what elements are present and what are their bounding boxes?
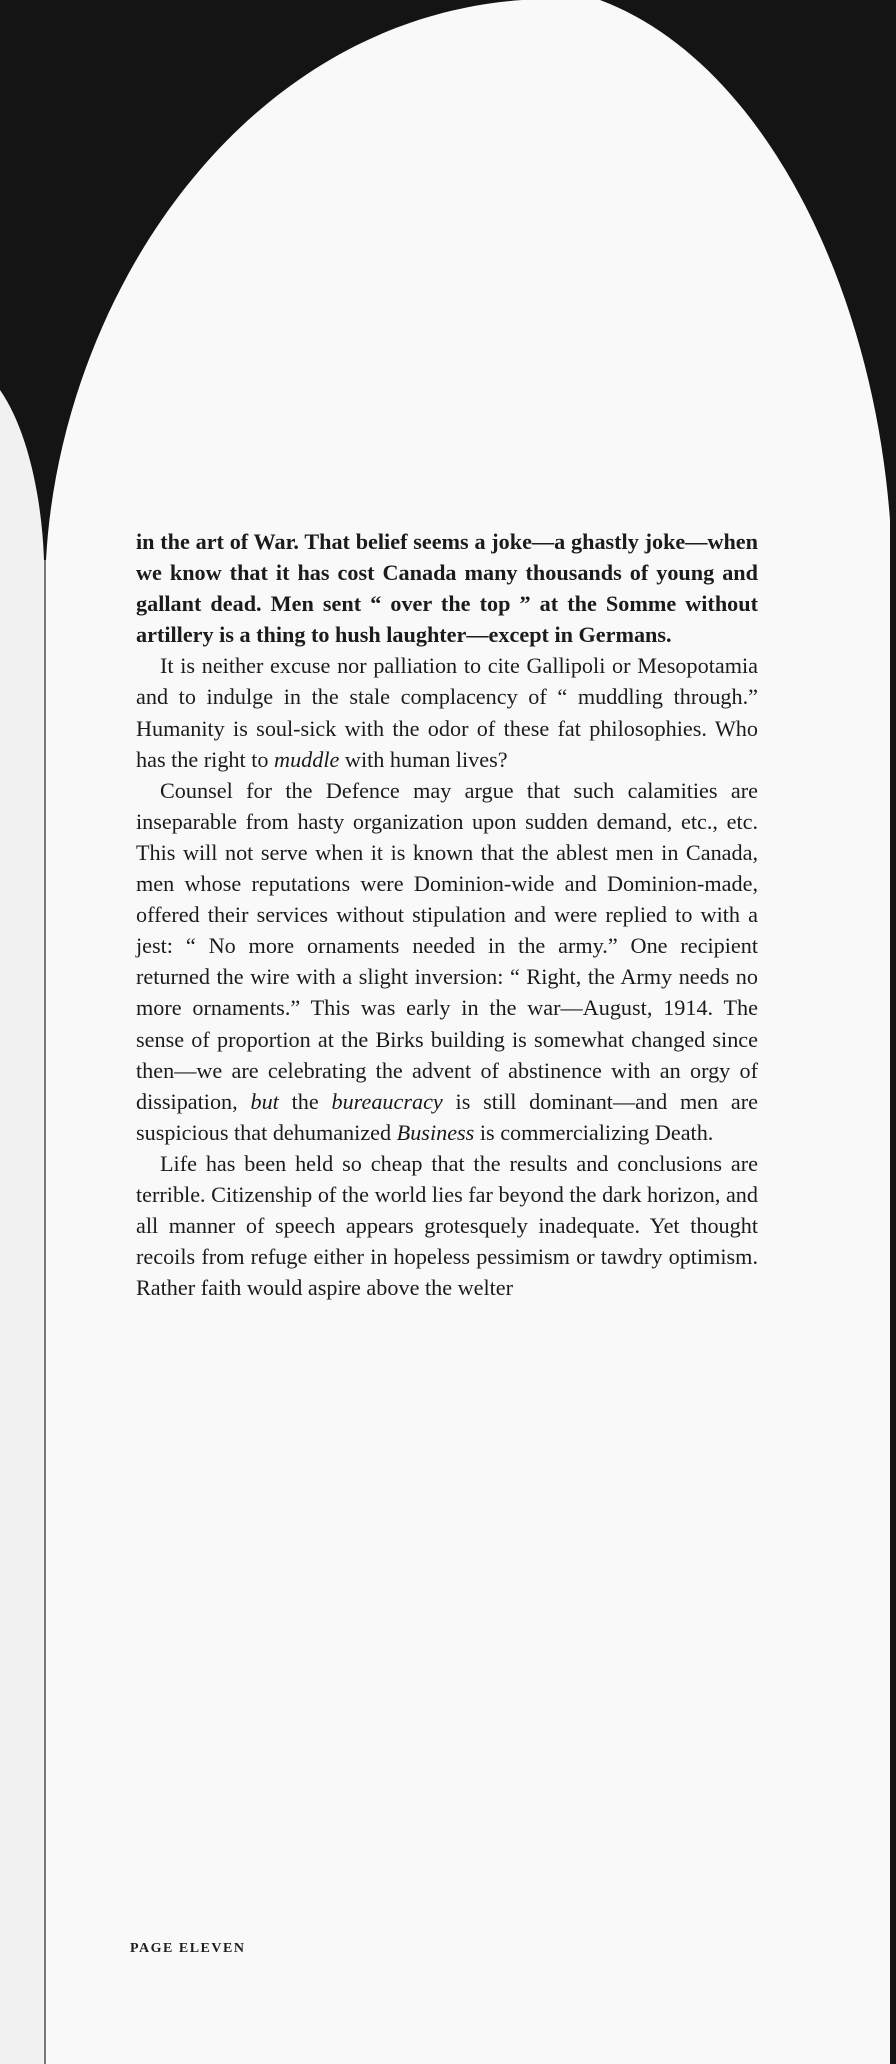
- page-number-label: PAGE ELEVEN: [130, 1941, 246, 1956]
- paragraph-4: Life has been held so cheap that the results and conclusions are terrible. Citizenship of the world lies far beyond the dark horizon, and all manner of speech appears grotesquely inadequate. Yet thought recoils from refuge either in hopeless pessimism or tawdry optimism. Rather faith would aspire above the welter: [136, 1150, 758, 1301]
- article-body: [136, 526, 758, 1303]
- paragraph-2: It is neither excuse nor palliation to cite Gallipoli or Mesopotamia and to indulge in the stale complacency of “ muddling through.” Humanity is soul-sick with the odor of these fat philosophies. Who has the right to muddle with human lives?: [136, 653, 758, 772]
- paragraph-3: Counsel for the Defence may argue that such calamities are inseparable from hasty organization upon sudden demand, etc., etc. This will not serve when it is known that the ablest men in Canada, men whose reputations were Dominion-wide and Dominion-made, offered their services without stipulation and were replied to with a jest: “ No more ornaments needed in the army.” One recipient returned the wire with a slight inversion: “ Right, the Army needs no more ornaments.” This was early in the war—August, 1914. The sense of proportion at the Birks building is somewhat changed since then—we are celebrating the advent of abstinence with an orgy of dissipation, but the bureaucracy is still dominant—and men are suspicious that dehumanized Business is commercializing Death.: [136, 777, 758, 1145]
- left-page-edge: [0, 390, 44, 2064]
- paragraph-1: in the art of War. That belief seems a joke—a ghastly joke—when we know that it has cost Canada many thousands of young and gallant dead. Men sent “ over the top ” at the Somme without artillery is a thing to hush laughter—except in Germans.: [136, 529, 758, 648]
